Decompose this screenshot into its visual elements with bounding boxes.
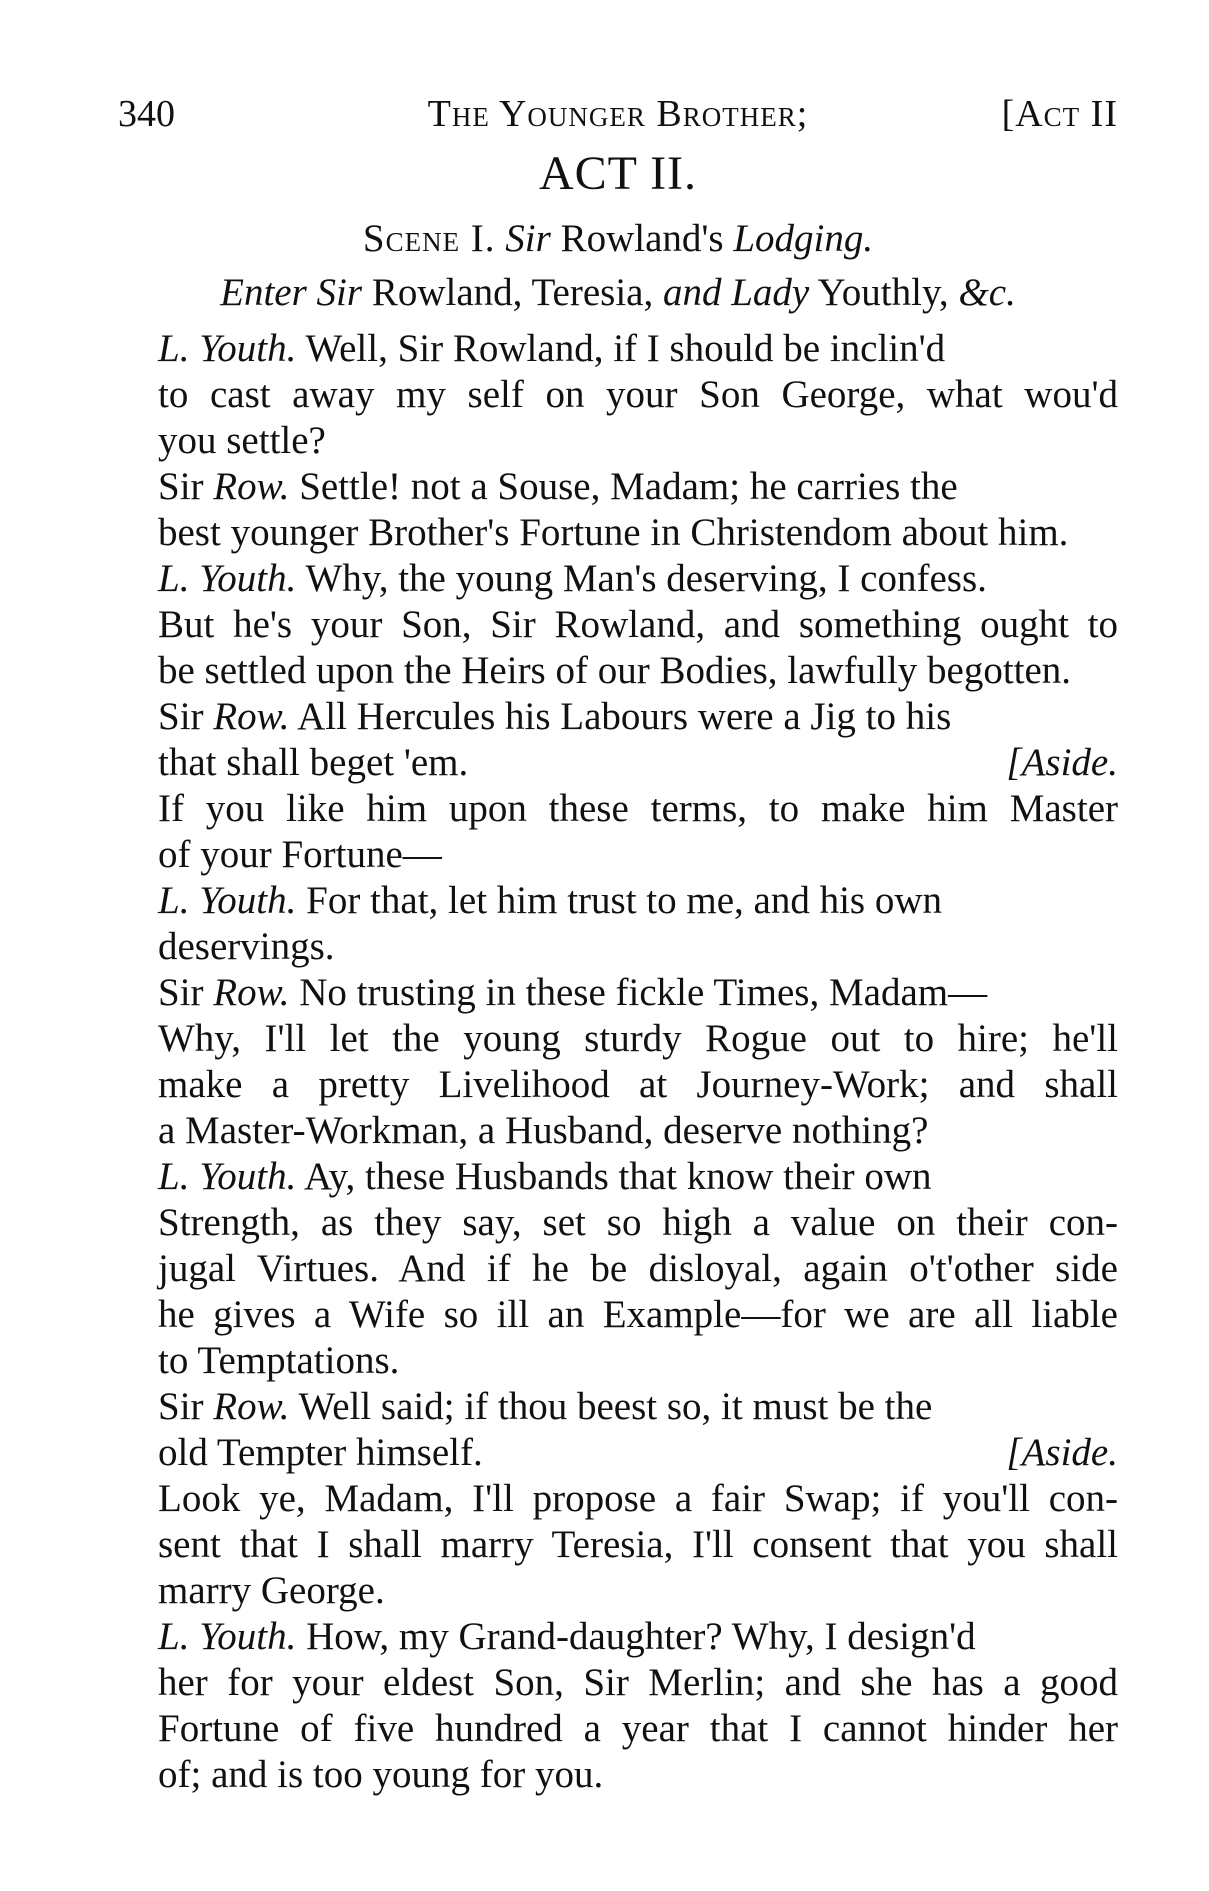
speaker-name: L. Youth. [158,327,297,370]
speech-line: make a pretty Livelihood at Journey-Work; and shall [158,1063,1118,1106]
speech-line: Look ye, Madam, I'll propose a fair Swap; if you'll con- [158,1477,1118,1520]
entry-name-youthly: Youthly, [817,271,949,314]
speech-line: Well, Sir Rowland, if I should be inclin'd [305,327,946,370]
speaker-name: Row. [213,1385,290,1428]
speech-line: Why, the young Man's deserving, I confess. [305,557,987,600]
speech-line: to cast away my self on your Son George, what wou'd [158,373,1118,416]
speech-line: to Temptations. [158,1339,400,1382]
speaker-name: L. Youth. [158,557,297,600]
speech-line: jugal Virtues. And if he be disloyal, again o't'other side [158,1247,1118,1290]
speaker-name: L. Youth. [158,1615,297,1658]
act-title: ACT II. [538,147,698,200]
aside-direction: [Aside. [1006,1431,1118,1474]
entry-etc: &c. [958,271,1016,314]
speech [118,1384,1118,1614]
speaker-name: L. Youth. [158,1155,297,1198]
page-number: 340 [118,93,175,135]
running-act: [Act II [1001,93,1118,135]
speaker-sir: Sir [158,465,204,508]
speech-line: All Hercules his Labours were a Jig to his [297,695,952,738]
scene-label: Scene I. [362,217,496,260]
speech-line: marry George. [158,1569,385,1612]
speech-line: he gives a Wife so ill an Example—for we are all liable [158,1293,1118,1336]
speech [118,1154,1118,1384]
speaker-name: Row. [213,971,290,1014]
entry-sir: Sir [316,271,363,314]
scene-place-name: Rowland's [560,217,724,260]
speech-line: How, my Grand-daughter? Why, I design'd [306,1615,976,1658]
speech [118,1614,1118,1798]
speech-line: If you like him upon these terms, to make him Master [158,787,1118,830]
speech-line: of; and is too young for you. [158,1753,604,1796]
speech-line: Fortune of five hundred a year that I cannot hinder her [158,1707,1118,1750]
speaker-sir: Sir [158,695,204,738]
speech [118,464,1118,556]
aside-direction: [Aside. [1006,741,1118,784]
speech [118,694,1118,878]
running-title: The Younger Brother; [427,93,809,135]
speech-line: Settle! not a Souse, Madam; he carries the [299,465,958,508]
speech [118,970,1118,1154]
speaker-name: L. Youth. [158,879,297,922]
speech-line: that shall beget 'em. [158,741,469,784]
entry-and: and [662,271,722,314]
speech-line: Why, I'll let the young sturdy Rogue out to hire; he'll [158,1017,1118,1060]
book-page [118,88,1118,1798]
speaker-sir: Sir [158,1385,204,1428]
speech-line-with-aside [118,1430,1118,1476]
scene-place: Lodging. [733,217,874,260]
running-head [118,88,1118,140]
speech-line: a Master-Workman, a Husband, deserve nothing? [158,1109,929,1152]
entry-name-teresia: Teresia, [531,271,654,314]
speech-line: you settle? [158,419,326,462]
speech-line: best younger Brother's Fortune in Christendom about him. [158,511,1069,554]
speech-line: Strength, as they say, set so high a value on their con- [158,1201,1118,1244]
speaker-name: Row. [213,465,290,508]
speech-line: sent that I shall marry Teresia, I'll consent that you shall [158,1523,1118,1566]
speech-line: her for your eldest Son, Sir Merlin; and she has a good [158,1661,1118,1704]
speech-line: But he's your Son, Sir Rowland, and something ought to [158,603,1118,646]
entry-enter: Enter [220,271,307,314]
speaker-sir: Sir [158,971,204,1014]
speech [118,326,1118,464]
scene-heading [118,212,1118,266]
entry-lady: Lady [731,271,810,314]
stage-direction-entry [118,266,1118,320]
speech-line: deservings. [158,925,335,968]
speech-line: Ay, these Husbands that know their own [304,1155,932,1198]
speech-line: of your Fortune— [158,833,442,876]
entry-name-rowland: Rowland, [371,271,523,314]
speech-line-with-aside [118,740,1118,786]
speech-line: be settled upon the Heirs of our Bodies, lawfully begotten. [158,649,1072,692]
speech-line: Well said; if thou beest so, it must be the [298,1385,933,1428]
speech-line: old Tempter himself. [158,1431,483,1474]
speaker-name: Row. [213,695,290,738]
speech-line: For that, let him trust to me, and his own [306,879,943,922]
speech [118,556,1118,694]
speech [118,878,1118,970]
speech-line: No trusting in these fickle Times, Madam— [299,971,988,1014]
scene-sir: Sir [505,217,551,260]
